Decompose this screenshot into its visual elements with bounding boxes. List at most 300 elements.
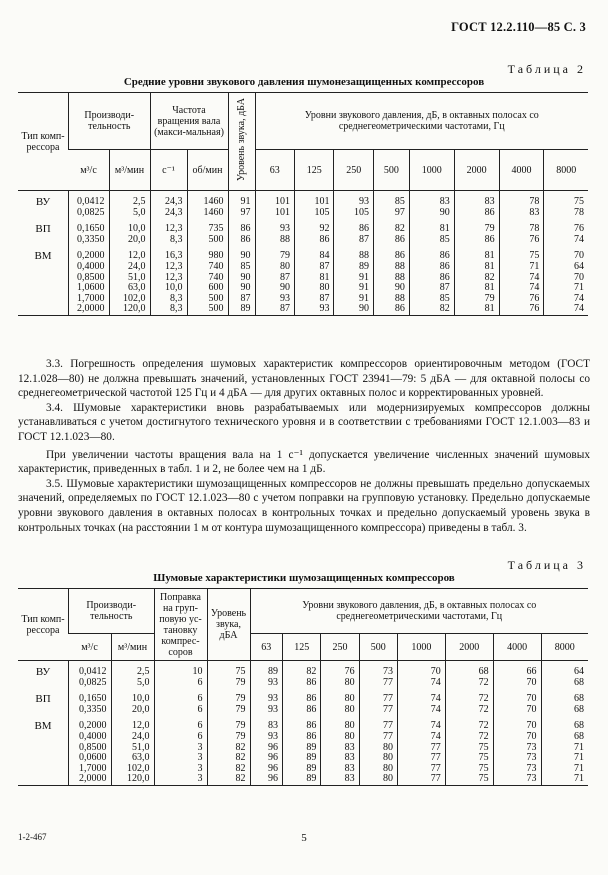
table-cell: 76 xyxy=(321,667,359,678)
table-cell: 63,0 xyxy=(109,283,150,294)
freq-header: 4000 xyxy=(493,634,541,661)
paragraph-3-4: 3.4. Шумовые характеристики вновь разрабатываемых или модернизируемых компрессоров должны устанавливаться с учетом достигнутого технического уровня и в соответствии с требованиями ГОСТ 12.1.003—83 и ГОСТ 12.1.023—80. xyxy=(18,401,590,443)
col-level: Уровень звука, дБА xyxy=(228,93,255,191)
table-cell: 79 xyxy=(207,694,250,705)
table-cell: 0,0825 xyxy=(69,678,112,689)
table-cell: 8,3 xyxy=(150,304,187,315)
table-cell: 89 xyxy=(283,743,321,754)
table-cell: 735 xyxy=(187,224,228,235)
table-cell: 81 xyxy=(294,273,333,284)
table-cell: 93 xyxy=(255,294,294,305)
table-cell: 89 xyxy=(250,667,283,678)
table-cell: 76 xyxy=(499,235,544,246)
table-cell: 79 xyxy=(454,294,499,305)
table-cell: 12,0 xyxy=(109,251,150,262)
table-cell: 0,2000 xyxy=(69,721,112,732)
table-row xyxy=(18,208,588,219)
table-cell: 73 xyxy=(493,743,541,754)
table-cell: 76 xyxy=(499,304,544,315)
table-cell: 83 xyxy=(499,208,544,219)
unit-m3min: м³/мин xyxy=(109,150,150,191)
table-cell: 96 xyxy=(250,753,283,764)
table-cell: 80 xyxy=(359,753,397,764)
table-cell: 74 xyxy=(544,294,588,305)
table-cell: 88 xyxy=(373,262,409,273)
unit-s: с⁻¹ xyxy=(150,150,187,191)
table-cell: 2,5 xyxy=(111,667,154,678)
table2 xyxy=(18,92,588,316)
table-cell: 10,0 xyxy=(111,694,154,705)
table-cell: 77 xyxy=(359,721,397,732)
table-cell: 89 xyxy=(283,753,321,764)
compressor-type xyxy=(18,774,69,785)
table-cell: 6 xyxy=(154,694,207,705)
table-cell: 93 xyxy=(250,694,283,705)
table-cell: 91 xyxy=(334,283,373,294)
table-cell: 10 xyxy=(154,667,207,678)
table-cell: 74 xyxy=(544,304,588,315)
table-cell: 78 xyxy=(544,208,588,219)
table-cell: 90 xyxy=(228,283,255,294)
table-cell: 86 xyxy=(454,235,499,246)
freq-header: 1000 xyxy=(397,634,445,661)
table-cell: 51,0 xyxy=(109,273,150,284)
table-cell: 79 xyxy=(454,224,499,235)
table-cell: 93 xyxy=(250,732,283,743)
table-cell: 75 xyxy=(544,197,588,208)
table-cell: 86 xyxy=(409,251,454,262)
table-cell: 93 xyxy=(255,224,294,235)
table-cell: 10,0 xyxy=(109,224,150,235)
table-cell: 86 xyxy=(283,721,321,732)
table-cell: 68 xyxy=(541,694,588,705)
table-cell: 84 xyxy=(294,251,333,262)
table-cell: 86 xyxy=(283,705,321,716)
table-cell: 86 xyxy=(283,678,321,689)
table-cell: 71 xyxy=(541,753,588,764)
table-cell: 3 xyxy=(154,774,207,785)
table-cell: 0,1650 xyxy=(69,224,110,235)
table-cell: 79 xyxy=(207,678,250,689)
compressor-type xyxy=(18,294,69,305)
table3-title: Шумовые характеристики шумозащищенных компрессоров xyxy=(153,572,455,584)
table-cell: 68 xyxy=(541,721,588,732)
table-cell: 72 xyxy=(445,732,493,743)
table3-label: Таблица 3 xyxy=(507,558,586,572)
table-cell: 89 xyxy=(334,262,373,273)
table-cell: 0,3350 xyxy=(69,235,110,246)
freq-header: 63 xyxy=(255,150,294,191)
table-cell: 79 xyxy=(207,705,250,716)
table-cell: 86 xyxy=(294,235,333,246)
table-cell: 79 xyxy=(207,721,250,732)
table-cell: 0,0412 xyxy=(69,667,112,678)
table-cell: 79 xyxy=(255,251,294,262)
table-cell: 88 xyxy=(373,294,409,305)
compressor-type xyxy=(18,262,69,273)
compressor-type xyxy=(18,235,69,246)
table-cell: 93 xyxy=(250,678,283,689)
table-cell: 83 xyxy=(321,774,359,785)
table-cell: 74 xyxy=(397,678,445,689)
table-cell: 120,0 xyxy=(111,774,154,785)
table-cell: 80 xyxy=(321,705,359,716)
table-cell: 77 xyxy=(359,678,397,689)
table-cell: 80 xyxy=(255,262,294,273)
table-cell: 86 xyxy=(334,224,373,235)
table-cell: 86 xyxy=(283,732,321,743)
freq-header: 2000 xyxy=(445,634,493,661)
table-cell: 12,3 xyxy=(150,273,187,284)
compressor-type xyxy=(18,208,69,219)
table-cell: 600 xyxy=(187,283,228,294)
table-cell: 86 xyxy=(373,251,409,262)
table-cell: 68 xyxy=(541,705,588,716)
table-cell: 85 xyxy=(228,262,255,273)
unit-m3s: м³/с xyxy=(69,150,110,191)
table-cell: 89 xyxy=(228,304,255,315)
freq-header: 8000 xyxy=(544,150,588,191)
table-cell: 6 xyxy=(154,705,207,716)
paragraph-3-5: 3.5. Шумовые характеристики шумозащищенных компрессоров не должны превышать предельно допускаемых значений, определяемых по ГОСТ 12.1.023—80 с учетом поправки на групповую установку. Предельно допускаемые уровни звукового давления в октавных полосах в контрольных точках и предельно допускаемый уровень звука в контрольных точках (на расстоянии 1 м от контура шумозащищенного компрессора) приведены в табл. 3. xyxy=(18,477,590,534)
table-cell: 0,2000 xyxy=(69,251,110,262)
table-cell: 97 xyxy=(373,208,409,219)
compressor-type: ВП xyxy=(35,223,51,236)
table-cell: 88 xyxy=(255,235,294,246)
table-cell: 1,7000 xyxy=(69,294,110,305)
table-cell: 81 xyxy=(454,262,499,273)
freq-header: 8000 xyxy=(541,634,588,661)
table-cell: 71 xyxy=(499,262,544,273)
table-cell: 70 xyxy=(544,251,588,262)
table-cell: 24,3 xyxy=(150,197,187,208)
table-cell: 73 xyxy=(493,774,541,785)
table-cell: 88 xyxy=(373,273,409,284)
compressor-type xyxy=(18,743,69,754)
table-cell: 90 xyxy=(373,283,409,294)
table2-title: Средние уровни звукового давления шумонезащищенных компрессоров xyxy=(123,76,485,88)
table-cell: 82 xyxy=(207,774,250,785)
table-cell: 75 xyxy=(445,774,493,785)
table-cell: 6 xyxy=(154,678,207,689)
table-cell: 93 xyxy=(334,197,373,208)
table-cell: 20,0 xyxy=(109,235,150,246)
table-cell: 91 xyxy=(228,197,255,208)
table-cell: 82 xyxy=(207,753,250,764)
table-cell: 12,3 xyxy=(150,224,187,235)
table-cell: 73 xyxy=(493,764,541,775)
table-cell: 68 xyxy=(541,732,588,743)
page-number: 5 xyxy=(301,832,307,844)
freq-header: 250 xyxy=(334,150,373,191)
table-cell: 77 xyxy=(359,705,397,716)
table-cell: 82 xyxy=(207,743,250,754)
table-cell: 83 xyxy=(409,197,454,208)
table-cell: 3 xyxy=(154,753,207,764)
compressor-type xyxy=(18,732,69,743)
table-cell: 68 xyxy=(445,667,493,678)
table-cell: 12,3 xyxy=(150,262,187,273)
unit-m3s: м³/с xyxy=(69,634,112,661)
body-text xyxy=(18,357,590,535)
col-bands: Уровни звукового давления, дБ, в октавных полосах со среднегеометрическими частотами, Гц xyxy=(250,589,588,634)
table-cell: 68 xyxy=(541,678,588,689)
table-cell: 75 xyxy=(445,753,493,764)
table-cell: 81 xyxy=(454,251,499,262)
table-cell: 70 xyxy=(493,694,541,705)
table-cell: 73 xyxy=(493,753,541,764)
table-cell: 88 xyxy=(334,251,373,262)
table-cell: 77 xyxy=(359,694,397,705)
table-cell: 76 xyxy=(499,294,544,305)
table-cell: 0,0600 xyxy=(69,753,112,764)
table-row xyxy=(18,667,588,678)
table-cell: 80 xyxy=(359,774,397,785)
table-cell: 87 xyxy=(228,294,255,305)
table-cell: 740 xyxy=(187,262,228,273)
table-cell: 87 xyxy=(255,304,294,315)
table-row xyxy=(18,262,588,273)
table-cell: 1460 xyxy=(187,197,228,208)
table-cell: 90 xyxy=(228,273,255,284)
table-cell: 101 xyxy=(255,208,294,219)
table-cell: 1460 xyxy=(187,208,228,219)
table-cell: 64 xyxy=(544,262,588,273)
table-cell: 76 xyxy=(544,224,588,235)
table-cell: 80 xyxy=(359,764,397,775)
table-cell: 77 xyxy=(397,764,445,775)
table-cell: 75 xyxy=(207,667,250,678)
compressor-type xyxy=(18,678,69,689)
table-cell: 80 xyxy=(294,283,333,294)
table-cell: 83 xyxy=(454,197,499,208)
table-row xyxy=(18,197,588,208)
table-cell: 1,0600 xyxy=(69,283,110,294)
table-cell: 92 xyxy=(294,224,333,235)
table-cell: 86 xyxy=(409,262,454,273)
table-cell: 83 xyxy=(250,721,283,732)
table-cell: 74 xyxy=(397,694,445,705)
table-cell: 3 xyxy=(154,764,207,775)
table-cell: 102,0 xyxy=(111,764,154,775)
table-cell: 980 xyxy=(187,251,228,262)
col-productivity: Производи-тельность xyxy=(69,589,155,634)
col-speed: Частота вращения вала (макси-мальная) xyxy=(150,93,228,150)
table-cell: 83 xyxy=(321,764,359,775)
table2-label: Таблица 2 xyxy=(507,62,586,76)
compressor-type xyxy=(18,764,69,775)
freq-header: 500 xyxy=(359,634,397,661)
table-cell: 82 xyxy=(454,273,499,284)
table-cell: 70 xyxy=(493,678,541,689)
table-cell: 78 xyxy=(499,224,544,235)
table-cell: 85 xyxy=(373,197,409,208)
table-cell: 74 xyxy=(397,721,445,732)
table-cell: 82 xyxy=(373,224,409,235)
table-cell: 2,5 xyxy=(109,197,150,208)
table-cell: 101 xyxy=(294,197,333,208)
table-cell: 24,0 xyxy=(109,262,150,273)
table-row xyxy=(18,235,588,246)
table-row xyxy=(18,705,588,716)
table-cell: 82 xyxy=(283,667,321,678)
table-cell: 89 xyxy=(283,774,321,785)
table-cell: 71 xyxy=(541,774,588,785)
table-cell: 8,3 xyxy=(150,235,187,246)
table-cell: 87 xyxy=(255,273,294,284)
table-cell: 74 xyxy=(499,273,544,284)
paragraph-note: При увеличении частоты вращения вала на 1 с⁻¹ допускается увеличение численных значений шумовых характеристик, приведенных в табл. 1 и 2, не более чем на 1 дБ. xyxy=(18,448,590,476)
table-cell: 71 xyxy=(541,764,588,775)
table-cell: 86 xyxy=(373,235,409,246)
table-cell: 97 xyxy=(228,208,255,219)
table-cell: 70 xyxy=(493,721,541,732)
table-cell: 74 xyxy=(397,705,445,716)
table-cell: 77 xyxy=(397,743,445,754)
freq-header: 63 xyxy=(250,634,283,661)
table-cell: 96 xyxy=(250,774,283,785)
table-cell: 96 xyxy=(250,764,283,775)
table-cell: 90 xyxy=(409,208,454,219)
table-cell: 3 xyxy=(154,743,207,754)
footer-code: 1-2-467 xyxy=(18,832,47,842)
document-header: ГОСТ 12.2.110—85 С. 3 xyxy=(451,20,586,34)
table-cell: 74 xyxy=(544,235,588,246)
table-cell: 0,4000 xyxy=(69,732,112,743)
table-cell: 80 xyxy=(321,732,359,743)
table-cell: 500 xyxy=(187,304,228,315)
table-cell: 82 xyxy=(207,764,250,775)
table-cell: 83 xyxy=(321,743,359,754)
table-cell: 6 xyxy=(154,732,207,743)
table-cell: 70 xyxy=(493,705,541,716)
table-cell: 87 xyxy=(294,294,333,305)
table-cell: 86 xyxy=(454,208,499,219)
table-cell: 0,8500 xyxy=(69,743,112,754)
table-cell: 82 xyxy=(409,304,454,315)
table-cell: 20,0 xyxy=(111,705,154,716)
table-row xyxy=(18,304,588,315)
table-cell: 70 xyxy=(493,732,541,743)
freq-header: 125 xyxy=(283,634,321,661)
table-cell: 16,3 xyxy=(150,251,187,262)
table-cell: 24,0 xyxy=(111,732,154,743)
table-cell: 72 xyxy=(445,721,493,732)
table-cell: 74 xyxy=(397,732,445,743)
col-type: Тип комп-рессора xyxy=(18,93,69,191)
table-cell: 72 xyxy=(445,694,493,705)
table-cell: 0,8500 xyxy=(69,273,110,284)
table-cell: 0,4000 xyxy=(69,262,110,273)
table-cell: 90 xyxy=(228,251,255,262)
table-cell: 105 xyxy=(334,208,373,219)
compressor-type xyxy=(18,705,69,716)
table-cell: 86 xyxy=(409,273,454,284)
table-cell: 80 xyxy=(321,678,359,689)
table-cell: 96 xyxy=(250,743,283,754)
table-cell: 77 xyxy=(359,732,397,743)
table-cell: 74 xyxy=(499,283,544,294)
table-cell: 5,0 xyxy=(111,678,154,689)
table-cell: 72 xyxy=(445,705,493,716)
col-type: Тип комп-рессора xyxy=(18,589,69,661)
table-cell: 91 xyxy=(334,294,373,305)
table-cell: 89 xyxy=(283,764,321,775)
table-cell: 0,0412 xyxy=(69,197,110,208)
compressor-type: ВУ xyxy=(35,666,51,678)
compressor-type: ВП xyxy=(35,693,51,706)
table-cell: 85 xyxy=(409,294,454,305)
table-cell: 66 xyxy=(493,667,541,678)
table-row xyxy=(18,774,588,785)
table-row xyxy=(18,678,588,689)
table-cell: 105 xyxy=(294,208,333,219)
compressor-type: ВУ xyxy=(35,196,51,208)
col-level: Уровень звука, дБА xyxy=(207,589,250,661)
freq-header: 1000 xyxy=(409,150,454,191)
table-cell: 75 xyxy=(445,764,493,775)
unit-m3min: м³/мин xyxy=(111,634,154,661)
table-cell: 81 xyxy=(454,304,499,315)
col-productivity: Производи-тельность xyxy=(69,93,151,150)
table-cell: 86 xyxy=(228,224,255,235)
unit-rpm: об/мин xyxy=(187,150,228,191)
table-cell: 12,0 xyxy=(111,721,154,732)
freq-header: 4000 xyxy=(499,150,544,191)
compressor-type: ВМ xyxy=(34,250,52,263)
compressor-type: ВМ xyxy=(34,720,52,733)
table-cell: 6 xyxy=(154,721,207,732)
table-cell: 0,1650 xyxy=(69,694,112,705)
table-cell: 51,0 xyxy=(111,743,154,754)
table-cell: 87 xyxy=(409,283,454,294)
table-cell: 2,0000 xyxy=(69,774,112,785)
table-cell: 75 xyxy=(499,251,544,262)
table-cell: 80 xyxy=(321,694,359,705)
table-cell: 63,0 xyxy=(111,753,154,764)
table-cell: 72 xyxy=(445,678,493,689)
table-cell: 81 xyxy=(454,283,499,294)
table3 xyxy=(18,588,588,786)
table-cell: 80 xyxy=(321,721,359,732)
table-cell: 77 xyxy=(397,774,445,785)
table-cell: 0,3350 xyxy=(69,705,112,716)
freq-header: 250 xyxy=(321,634,359,661)
paragraph-3-3: 3.3. Погрешность определения шумовых характеристик компрессоров ориентировочным методом (ГОСТ 12.1.028—80) не должна превышать значений, установленных ГОСТ 23941—79: 5 дБА — для октавной полосы со среднегеометрической частотой 125 Гц и 4 дБА — для других октавных полос и корректированных уровней. xyxy=(18,358,590,400)
table-cell: 73 xyxy=(359,667,397,678)
table-cell: 80 xyxy=(359,743,397,754)
table-cell: 101 xyxy=(255,197,294,208)
table-cell: 87 xyxy=(294,262,333,273)
table-cell: 120,0 xyxy=(109,304,150,315)
table-cell: 71 xyxy=(544,283,588,294)
table-cell: 79 xyxy=(207,732,250,743)
table-cell: 77 xyxy=(397,753,445,764)
table-cell: 70 xyxy=(397,667,445,678)
table-cell: 86 xyxy=(373,304,409,315)
table-cell: 500 xyxy=(187,294,228,305)
table-cell: 83 xyxy=(321,753,359,764)
table-cell: 24,3 xyxy=(150,208,187,219)
table-cell: 86 xyxy=(283,694,321,705)
freq-header: 2000 xyxy=(454,150,499,191)
table-cell: 93 xyxy=(250,705,283,716)
col-correction: Поправка на груп-повую ус-тановку компрес-соров xyxy=(154,589,207,661)
table-cell: 81 xyxy=(409,224,454,235)
table-cell: 85 xyxy=(409,235,454,246)
table-cell: 102,0 xyxy=(109,294,150,305)
table-cell: 5,0 xyxy=(109,208,150,219)
